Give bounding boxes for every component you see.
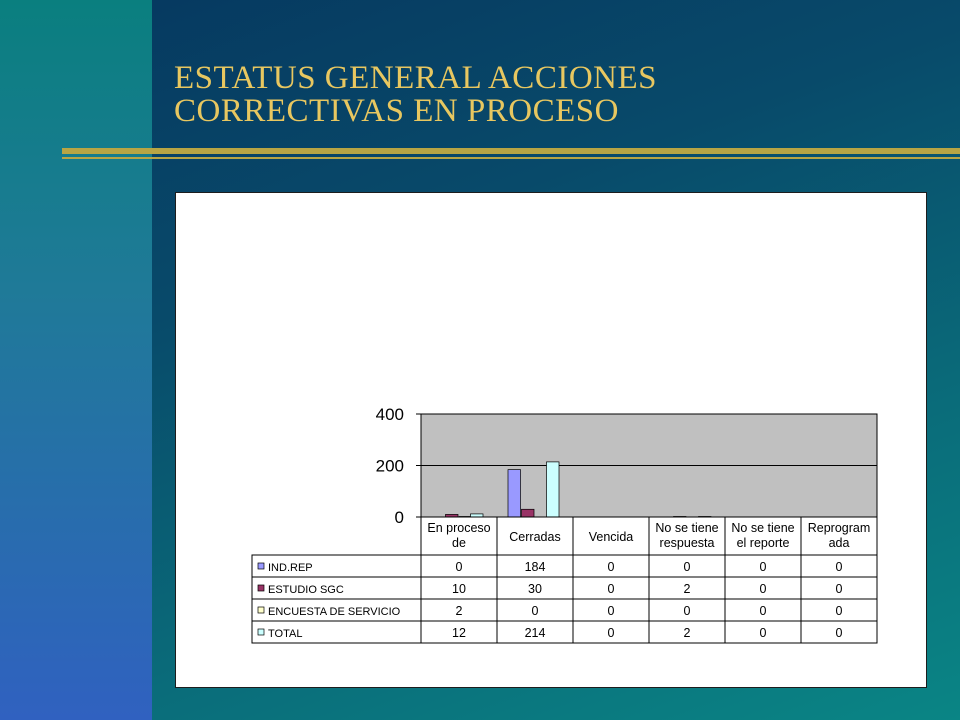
- data-value: 0: [835, 626, 843, 640]
- data-value: 30: [528, 582, 542, 596]
- slide-title-line-2: CORRECTIVAS EN PROCESO: [174, 93, 619, 129]
- data-value: 0: [455, 560, 463, 574]
- y-tick-label: 200: [375, 456, 404, 476]
- data-value: 0: [759, 626, 767, 640]
- legend-label: ENCUESTA DE SERVICIO: [268, 606, 401, 618]
- y-tick-label: 400: [375, 405, 404, 424]
- data-value: 0: [607, 626, 615, 640]
- category-label: No se tiene: [655, 521, 719, 535]
- data-value: 0: [759, 560, 767, 574]
- legend-swatch: [258, 607, 264, 613]
- bar: [547, 462, 560, 517]
- data-value: 0: [835, 560, 843, 574]
- data-value: 214: [524, 626, 546, 640]
- bar: [522, 509, 535, 517]
- data-value: 0: [607, 582, 615, 596]
- category-label: de: [452, 536, 466, 550]
- data-value: 2: [683, 626, 691, 640]
- category-label: Reprogram: [807, 521, 871, 535]
- data-value: 0: [683, 560, 691, 574]
- legend-swatch: [258, 563, 264, 569]
- legend-swatch: [258, 585, 264, 591]
- data-value: 10: [452, 582, 466, 596]
- category-label: ada: [828, 536, 850, 550]
- data-value: 0: [835, 582, 843, 596]
- bar-chart: [176, 193, 926, 687]
- title-rule-thin: [62, 157, 960, 159]
- data-value: 2: [455, 604, 463, 618]
- category-label: el reporte: [736, 536, 790, 550]
- data-value: 0: [607, 560, 615, 574]
- category-label: No se tiene: [731, 521, 795, 535]
- slide-title: [174, 62, 914, 128]
- legend-label: TOTAL: [268, 628, 303, 640]
- data-value: 0: [607, 604, 615, 618]
- bar: [508, 470, 521, 517]
- category-label: Cerradas: [509, 530, 561, 544]
- data-value: 0: [531, 604, 539, 618]
- data-value: 184: [524, 560, 546, 574]
- data-value: 2: [683, 582, 691, 596]
- title-rule-thick: [62, 148, 960, 154]
- category-label: En proceso: [427, 521, 491, 535]
- category-label: respuesta: [659, 536, 715, 550]
- data-value: 0: [759, 604, 767, 618]
- data-value: 0: [759, 582, 767, 596]
- data-value: 0: [683, 604, 691, 618]
- legend-label: ESTUDIO SGC: [268, 584, 344, 596]
- y-tick-label: 0: [394, 508, 404, 527]
- chart-panel: [175, 192, 927, 688]
- slide-title-line-1: ESTATUS GENERAL ACCIONES: [174, 60, 657, 96]
- left-decorative-strip: [0, 0, 152, 720]
- data-value: 12: [452, 626, 466, 640]
- legend-label: IND.REP: [268, 562, 313, 574]
- category-label: Vencida: [588, 530, 634, 544]
- legend-swatch: [258, 629, 264, 635]
- data-value: 0: [835, 604, 843, 618]
